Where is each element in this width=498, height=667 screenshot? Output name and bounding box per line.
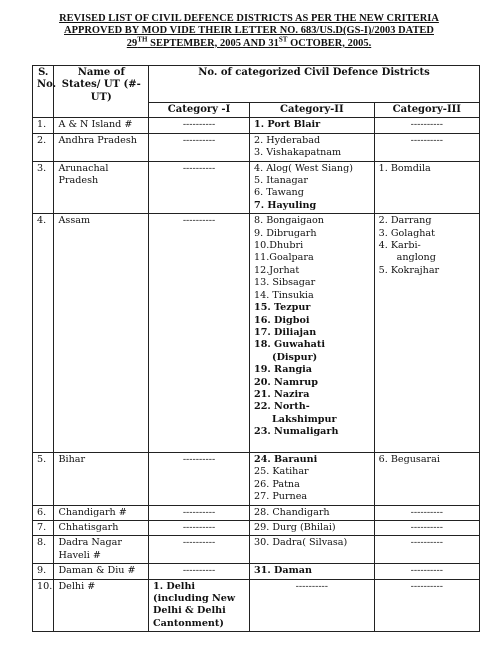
row-number: 7. xyxy=(33,521,54,536)
table-row xyxy=(33,564,480,579)
state-name: Dadra Nagar Haveli # xyxy=(54,536,149,564)
row-number: 6. xyxy=(33,505,54,520)
state-name: Chandigarh # xyxy=(54,505,149,520)
row-number: 3. xyxy=(33,161,54,214)
category-3-cell xyxy=(374,118,479,133)
empty-dash: ---------- xyxy=(410,537,444,549)
district-entry: 17. Diliajan xyxy=(254,326,317,338)
table-row xyxy=(33,452,480,505)
empty-dash: ---------- xyxy=(182,162,216,174)
table-row xyxy=(33,579,480,632)
category-2-cell xyxy=(250,161,375,214)
empty-dash: ---------- xyxy=(182,134,216,146)
district-entry: 28. Chandigarh xyxy=(254,506,330,518)
district-entry xyxy=(254,439,370,451)
district-entry: 8. Bongaigaon xyxy=(254,215,324,227)
empty-dash: ---------- xyxy=(410,565,444,577)
empty-dash: ---------- xyxy=(182,506,216,518)
category-2-cell xyxy=(250,536,375,564)
row-number: 9. xyxy=(33,564,54,579)
category-2-cell xyxy=(250,521,375,536)
empty-dash: ---------- xyxy=(295,580,329,592)
row-number: 10. xyxy=(33,579,54,632)
district-entry: 21. Nazira xyxy=(254,388,310,400)
district-entry: 3. Vishakapatnam xyxy=(254,147,342,159)
category-1-cell xyxy=(149,452,250,505)
table-row xyxy=(33,536,480,564)
category-2-cell xyxy=(250,214,375,453)
category-1-cell xyxy=(149,133,250,161)
table-row xyxy=(33,505,480,520)
header-row xyxy=(33,66,480,103)
document-title xyxy=(16,13,482,50)
table-row xyxy=(33,161,480,214)
category-3-cell xyxy=(374,505,479,520)
header-category-1: Category -I xyxy=(149,103,250,118)
row-number: 4. xyxy=(33,214,54,453)
category-3-cell xyxy=(374,536,479,564)
district-entry: 23. Numaligarh xyxy=(254,426,339,438)
district-entry: 9. Dibrugarh xyxy=(254,227,317,239)
header-category-3: Category-III xyxy=(374,103,479,118)
empty-dash: ---------- xyxy=(410,522,444,533)
header-sno: S. No. xyxy=(33,66,54,118)
district-entry: 30. Dadra( Silvasa) xyxy=(254,537,348,549)
row-number: 5. xyxy=(33,452,54,505)
state-name: Arunachal Pradesh xyxy=(54,161,149,214)
table-row xyxy=(33,118,480,133)
empty-dash: ---------- xyxy=(410,119,444,131)
district-entry: 13. Sibsagar xyxy=(254,277,316,289)
district-entry: 4. Alog( West Siang) xyxy=(254,162,353,174)
district-entry: 4. Karbi- xyxy=(378,240,421,252)
category-3-cell xyxy=(374,521,479,536)
state-name: Chhatisgarh xyxy=(54,521,149,536)
empty-dash: ---------- xyxy=(410,134,444,146)
table-row xyxy=(33,133,480,161)
district-entry: 6. Begusarai xyxy=(378,453,440,465)
category-2-cell xyxy=(250,579,375,632)
district-entry: 18. Guwahati xyxy=(254,339,325,351)
empty-dash: ---------- xyxy=(182,215,216,227)
category-2-cell xyxy=(250,505,375,520)
district-entry: 15. Tezpur xyxy=(254,302,311,314)
category-1-cell xyxy=(149,579,250,632)
category-3-cell xyxy=(374,579,479,632)
state-name: Delhi # xyxy=(54,579,149,632)
district-entry: 2. Darrang xyxy=(378,215,432,227)
header-category-group: No. of categorized Civil Defence Districts xyxy=(149,66,480,103)
district-entry: 19. Rangia xyxy=(254,364,313,376)
header-state: Name of States/ UT (#-UT) xyxy=(54,66,149,118)
category-3-cell xyxy=(374,133,479,161)
district-entry: 22. North- xyxy=(254,401,310,413)
empty-dash: ---------- xyxy=(182,537,216,549)
district-entry: 3. Golaghat xyxy=(378,227,435,239)
title-line-1: REVISED LIST OF CIVIL DEFENCE DISTRICTS AS PER THE NEW CRITERIA xyxy=(59,13,439,24)
district-entry: 7. Hayuling xyxy=(254,199,317,211)
district-entry: (Dispur) xyxy=(272,351,318,363)
category-2-cell xyxy=(250,118,375,133)
empty-dash: ---------- xyxy=(410,506,444,518)
row-number: 8. xyxy=(33,536,54,564)
category-3-cell xyxy=(374,452,479,505)
table-row xyxy=(33,214,480,453)
category-3-cell xyxy=(374,564,479,579)
empty-dash: ---------- xyxy=(182,453,216,465)
district-entry: 12.Jorhat xyxy=(254,264,300,276)
table-row xyxy=(33,521,480,536)
category-1-cell xyxy=(149,536,250,564)
district-entry: 16. Digboi xyxy=(254,314,310,326)
category-1-cell xyxy=(149,214,250,453)
state-name: Assam xyxy=(54,214,149,453)
state-name: A & N Island # xyxy=(54,118,149,133)
district-entry: 6. Tawang xyxy=(254,187,304,199)
district-entry: 24. Barauni xyxy=(254,453,318,465)
empty-dash: ---------- xyxy=(182,119,216,131)
empty-dash: ---------- xyxy=(182,522,216,533)
category-1-cell xyxy=(149,564,250,579)
category-1-cell xyxy=(149,161,250,214)
title-line-3: 29TH SEPTEMBER, 2005 AND 31ST OCTOBER, 2005. xyxy=(126,35,372,49)
district-entry: 1. Port Blair xyxy=(254,119,321,131)
district-entry: 11.Goalpara xyxy=(254,252,314,264)
category-3-cell xyxy=(374,161,479,214)
district-entry: 29. Durg (Bhilai) xyxy=(254,522,336,533)
district-entry: 27. Purnea xyxy=(254,491,308,503)
state-name: Bihar xyxy=(54,452,149,505)
empty-dash: ---------- xyxy=(182,565,216,577)
district-entry: Lakshimpur xyxy=(272,413,337,425)
header-category-2: Category-II xyxy=(250,103,375,118)
category-2-cell xyxy=(250,133,375,161)
row-number: 1. xyxy=(33,118,54,133)
empty-dash: ---------- xyxy=(410,580,444,592)
district-entry: 14. Tinsukia xyxy=(254,289,314,301)
category-2-cell xyxy=(250,564,375,579)
district-entry: 5. Kokrajhar xyxy=(378,264,440,276)
category-1-cell xyxy=(149,505,250,520)
district-entry: 31. Daman xyxy=(254,565,312,577)
district-entry: 26. Patna xyxy=(254,478,300,490)
category-1-cell xyxy=(149,521,250,536)
district-entry: 2. Hyderabad xyxy=(254,134,321,146)
category-3-cell xyxy=(374,214,479,453)
district-entry: 20. Namrup xyxy=(254,376,318,388)
row-number: 2. xyxy=(33,133,54,161)
district-entry: 5. Itanagar xyxy=(254,175,308,187)
table-body xyxy=(33,118,480,632)
district-entry: 25. Katihar xyxy=(254,466,309,478)
category-1-cell xyxy=(149,118,250,133)
district-entry: 10.Dhubri xyxy=(254,240,304,252)
title-line-2: APPROVED BY MOD VIDE THEIR LETTER NO. 683/US.D(GS-I)/2003 DATED xyxy=(64,25,434,37)
district-entry: 1. Delhi (including New Delhi & Delhi Cantonment) xyxy=(153,580,236,629)
state-name: Daman & Diu # xyxy=(54,564,149,579)
districts-table xyxy=(32,65,480,632)
category-2-cell xyxy=(250,452,375,505)
district-entry: anglong xyxy=(396,252,436,264)
state-name: Andhra Pradesh xyxy=(54,133,149,161)
district-entry: 1. Bomdila xyxy=(378,162,431,174)
